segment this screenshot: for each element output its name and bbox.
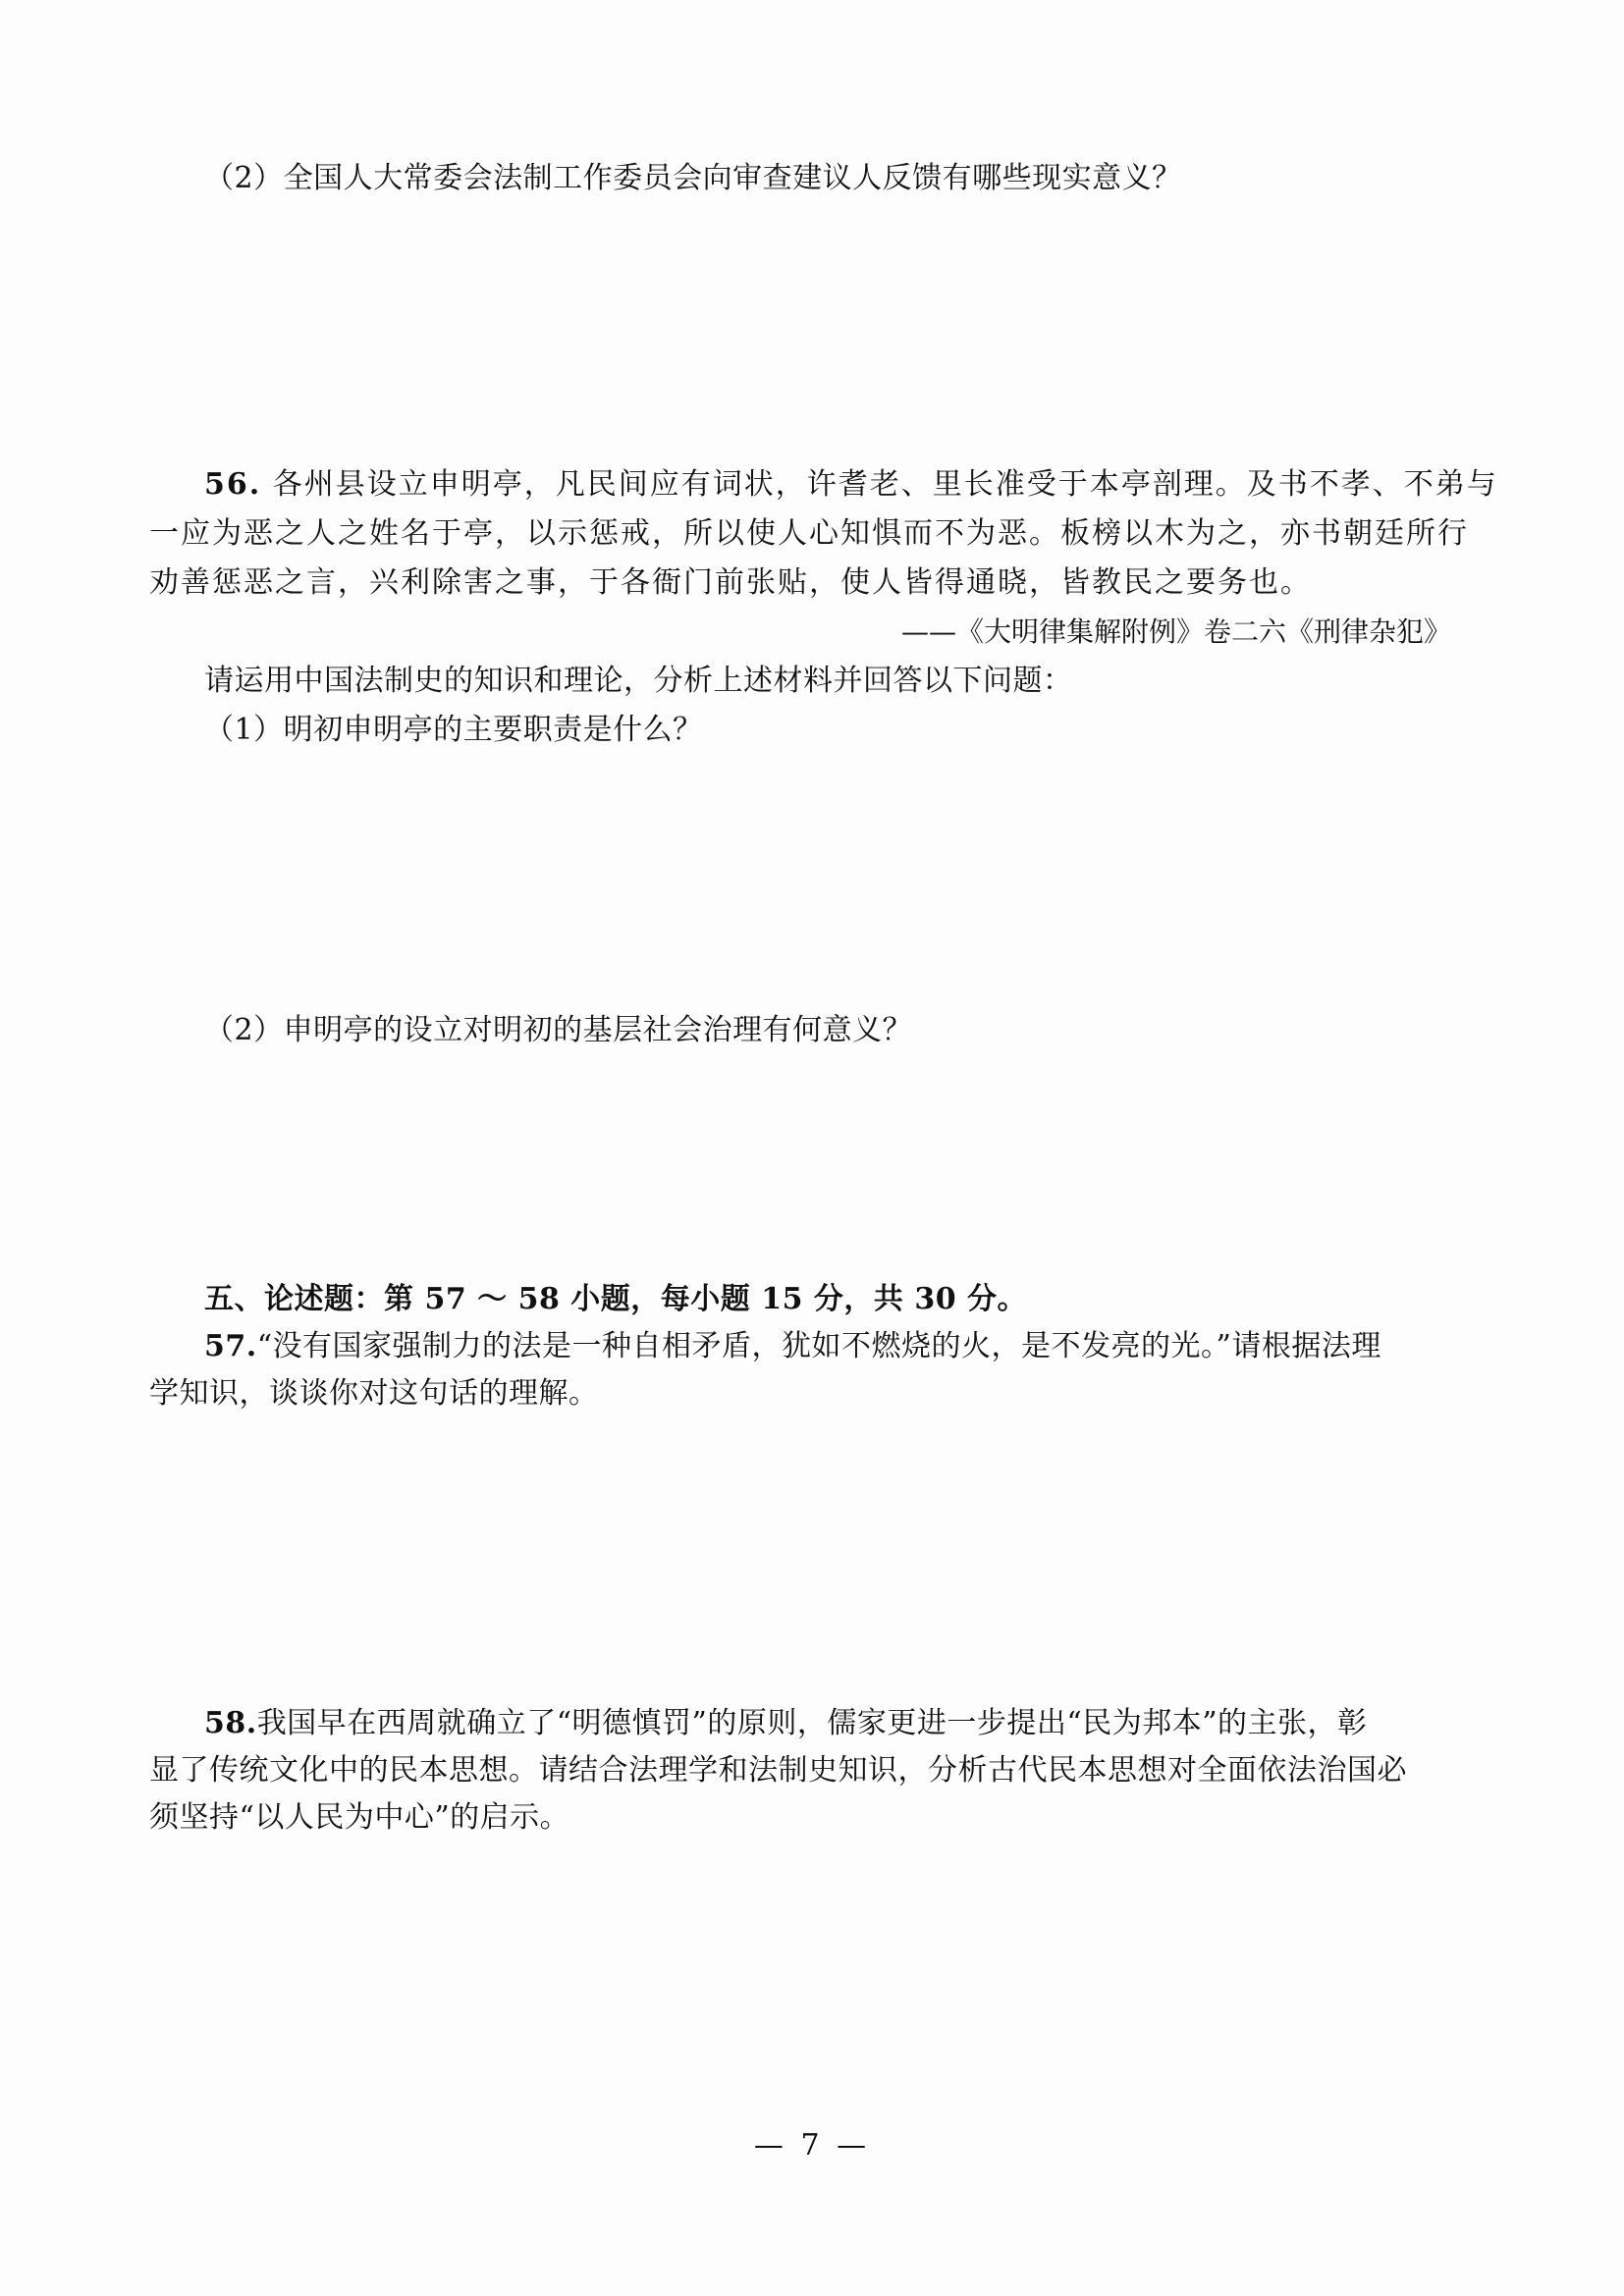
q57-number: 57. xyxy=(204,1329,257,1363)
q56-source-citation: ——《大明律集解附例》卷二六《刑律杂犯》 xyxy=(900,615,1451,648)
q56-material-line-2: 一应为恶之人之姓名于亭，以示惩戒，所以使人心知惧而不为恶。板榜以木为之，亦书朝廷所行 xyxy=(149,516,1469,551)
q56-sub2: （2）申明亭的设立对明初的基层社会治理有何意义？ xyxy=(204,1013,913,1047)
q57-line-2: 学知识，谈谈你对这句话的理解。 xyxy=(149,1376,599,1411)
q57-text-1: “没有国家强制力的法是一种自相矛盾，犹如不燃烧的火，是不发亮的光。”请根据法理 xyxy=(256,1329,1381,1363)
q58-line-1 xyxy=(204,1702,1368,1745)
q56-material-line-1 xyxy=(204,463,1498,507)
q56-number: 56. xyxy=(204,467,262,502)
q58-line-2: 显了传统文化中的民本思想。请结合法理学和法制史知识，分析古代民本思想对全面依法治国必 xyxy=(149,1753,1407,1788)
q56-material-text-1: 各州县设立申明亭，凡民间应有词状，许耆老、里长准受于本亭剖理。及书不孝、不弟与 xyxy=(272,467,1498,502)
q56-prompt: 请运用中国法制史的知识和理论，分析上述材料并回答以下问题： xyxy=(204,664,1073,698)
q58-line-3: 须坚持“以人民为中心”的启示。 xyxy=(149,1800,570,1835)
q58-number: 58. xyxy=(204,1706,257,1740)
q56-material-line-3: 劝善惩恶之言，兴利除害之事，于各衙门前张贴，使人皆得通晓，皆教民之要务也。 xyxy=(149,565,1312,600)
q55-sub2: （2）全国人大常委会法制工作委员会向审查建议人反馈有哪些现实意义？ xyxy=(204,161,1182,195)
q56-sub1: （1）明初申明亭的主要职责是什么？ xyxy=(204,713,703,747)
q58-text-1: 我国早在西周就确立了“明德慎罚”的原则，儒家更进一步提出“民为邦本”的主张，彰 xyxy=(256,1706,1368,1740)
section-5-heading: 五、论述题：第 57 ～ 58 小题，每小题 15 分，共 30 分。 xyxy=(204,1282,1028,1316)
page-number: — 7 — xyxy=(753,2128,871,2163)
q57-line-1 xyxy=(204,1325,1381,1368)
